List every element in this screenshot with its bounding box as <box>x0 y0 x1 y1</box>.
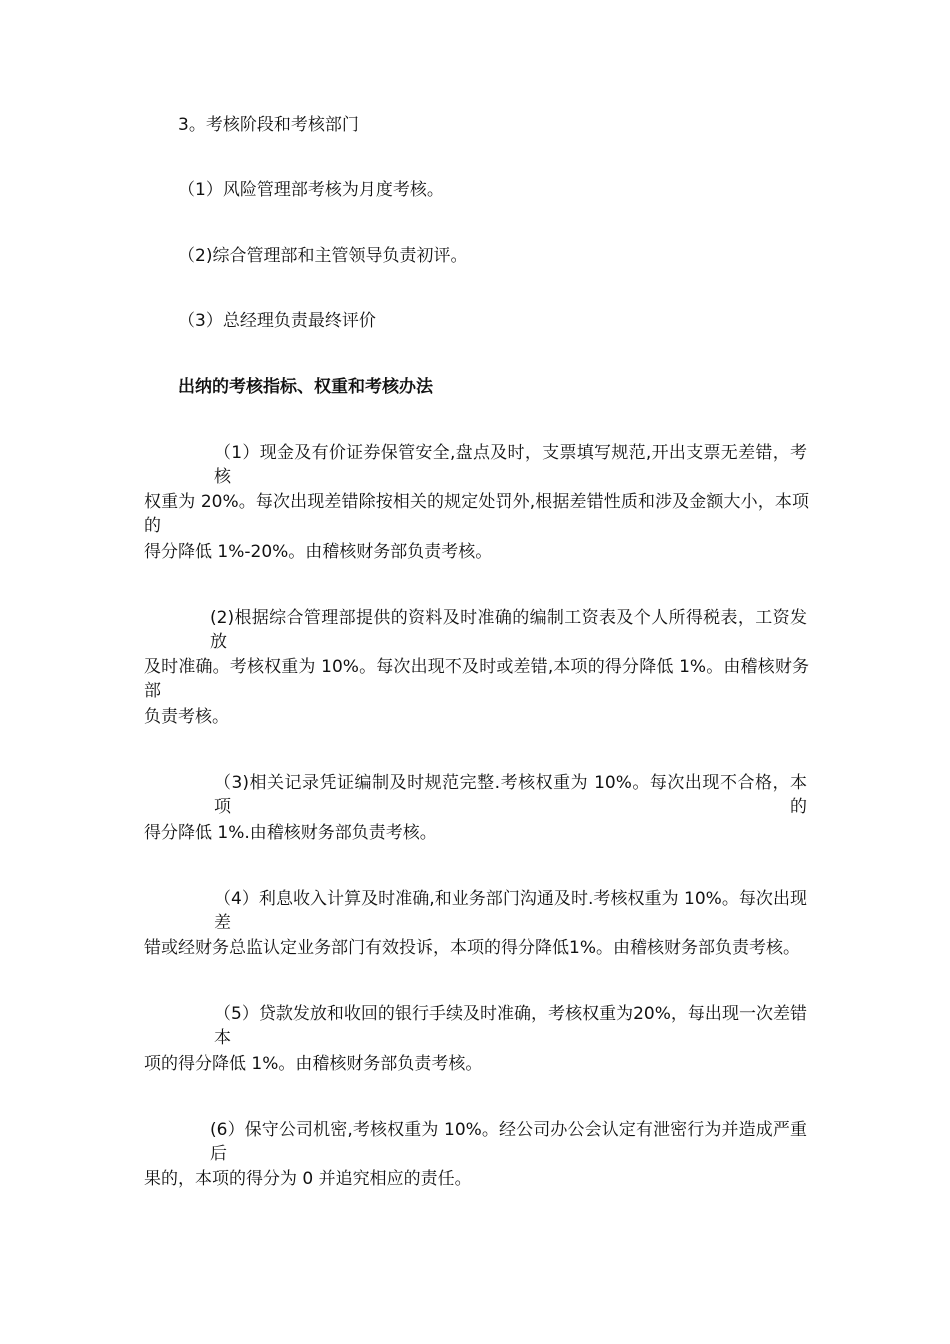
section-heading-stages: 3。考核阶段和考核部门 <box>178 115 359 135</box>
stage-item-1: （1）风险管理部考核为月度考核。 <box>178 180 444 200</box>
stage-item-2: （2)综合管理部和主管领导负责初评。 <box>178 246 468 266</box>
indicator-1-line-1: （1）现金及有价证券保管安全,盘点及时，支票填写规范,开出支票无差错，考核 <box>214 443 807 487</box>
indicator-4-line-2: 错或经财务总监认定业务部门有效投诉，本项的得分降低1%。由稽核财务部负责考核。 <box>144 938 800 958</box>
indicator-3-line-2: 得分降低 1%.由稽核财务部负责考核。 <box>144 823 437 843</box>
stage-item-3: （3）总经理负责最终评价 <box>178 311 376 331</box>
indicator-6-line-1: (6）保守公司机密,考核权重为 10%。经公司办公会认定有泄密行为并造成严重后 <box>210 1120 807 1164</box>
indicator-4-line-1: （4）利息收入计算及时准确,和业务部门沟通及时.考核权重为 10%。每次出现差 <box>214 889 807 933</box>
section-heading-cashier: 出纳的考核指标、权重和考核办法 <box>178 377 433 397</box>
indicator-3-line-1: （3)相关记录凭证编制及时规范完整.考核权重为 10%。每次出现不合格，本项的 <box>214 773 807 817</box>
indicator-1-line-2: 权重为 20%。每次出现差错除按相关的规定处罚外,根据差错性质和涉及金额大小，本项的 <box>144 492 809 536</box>
indicator-1-line-3: 得分降低 1%-20%。由稽核财务部负责考核。 <box>144 542 493 562</box>
indicator-2-line-2: 及时准确。考核权重为 10%。每次出现不及时或差错,本项的得分降低 1%。由稽核财务部 <box>144 657 809 701</box>
indicator-2-line-3: 负责考核。 <box>144 707 229 727</box>
indicator-5-line-1: （5）贷款发放和收回的银行手续及时准确，考核权重为20%，每出现一次差错本 <box>214 1004 807 1048</box>
indicator-2-line-1: (2)根据综合管理部提供的资料及时准确的编制工资表及个人所得税表，工资发放 <box>210 608 807 652</box>
indicator-5-line-2: 项的得分降低 1%。由稽核财务部负责考核。 <box>144 1054 483 1074</box>
indicator-6-line-2: 果的，本项的得分为 0 并追究相应的责任。 <box>144 1169 472 1189</box>
